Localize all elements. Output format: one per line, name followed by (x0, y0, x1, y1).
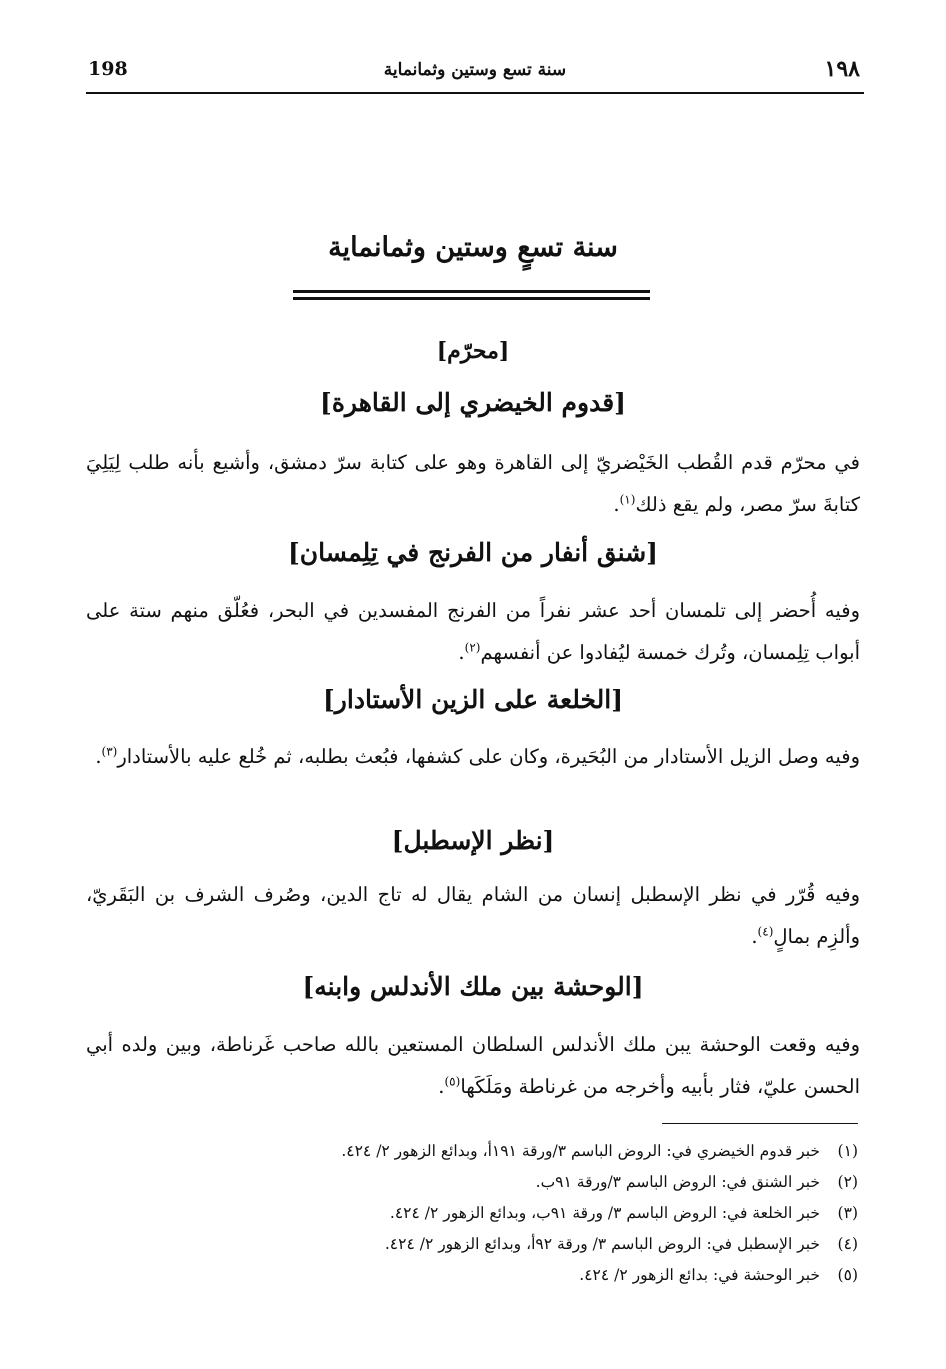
title-rule-bottom (293, 297, 650, 300)
section-paragraph (86, 442, 860, 526)
footnote-ref: (١) (619, 492, 636, 507)
footnote-number: (٥) (837, 1266, 858, 1284)
running-title: سنة تسع وستين وثمانماية (383, 60, 567, 80)
footnote-ref: (٢) (464, 640, 481, 655)
section-heading: [قدوم الخيضري إلى القاهرة] (320, 388, 626, 417)
footnote-text: خبر الوحشة في: بدائع الزهور ٢/ ٤٢٤. (579, 1266, 820, 1284)
month-heading: [محرّم] (436, 338, 510, 364)
footnote-ref: (٥) (444, 1074, 461, 1089)
paragraph-text: وفيه أُحضر إلى تلمسان أحد عشر نفراً من الفرنج المفسدين في البحر، فعُلّق منهم ستة على أبواب تِلِمسان، وتُرك خمسة ليُفادوا عن أنفسهم (86, 599, 860, 664)
footnote-ref: (٣) (101, 744, 118, 759)
page-number-latin: 198 (88, 58, 128, 80)
running-header (86, 52, 864, 94)
paragraph-text: وفيه قُرّر في نظر الإسطبل إنسان من الشام يقال له تاج الدين، وصُرف الشرف بن البَقَريّ، وألزِم بمالٍ (86, 883, 860, 948)
paragraph-end: . (458, 641, 465, 664)
section-heading: [نظر الإسطبل] (391, 826, 555, 855)
paragraph-text: وفيه وقعت الوحشة يبن ملك الأندلس السلطان المستعين بالله صاحب غَرناطة، وبين ولده أبي الحسن عليّ، فثار بأبيه وأخرجه من غرناطة ومَلَكَها (86, 1033, 860, 1098)
footnote-text: خبر الإسطبل في: الروض الباسم ٣/ ورقة ٩٢أ، وبدائع الزهور ٢/ ٤٢٤. (384, 1235, 820, 1253)
title-rule-top (293, 290, 650, 293)
footnote (150, 1167, 858, 1198)
footnote-number: (٣) (837, 1204, 858, 1222)
section-paragraph (86, 874, 860, 958)
paragraph-end: . (438, 1075, 445, 1098)
footnote-ref: (٤) (757, 924, 774, 939)
footnote (150, 1136, 858, 1167)
paragraph-text: وفيه وصل الزيل الأستادار من البُحَيرة، وكان على كشفها، فبُعث بطلبه، ثم خُلع عليه بالأستادار (117, 745, 860, 768)
section-paragraph (86, 1024, 860, 1108)
section-heading: [الخلعة على الزين الأستادار] (322, 685, 624, 714)
footnote (150, 1198, 858, 1229)
paragraph-end: . (751, 925, 758, 948)
paragraph-end: . (613, 493, 620, 516)
footnote (150, 1229, 858, 1260)
section-paragraph (86, 736, 860, 778)
footnote-number: (٢) (837, 1173, 858, 1191)
footnote (150, 1260, 858, 1291)
footnote-separator (662, 1123, 858, 1124)
footnote-text: خبر قدوم الخيضري في: الروض الباسم ٣/ورقة ١٩١أ، وبدائع الزهور ٢/ ٤٢٤. (341, 1142, 820, 1160)
footnote-text: خبر الشنق في: الروض الباسم ٣/ورقة ٩١ب. (535, 1173, 820, 1191)
page-number-arabic: ١٩٨ (824, 56, 860, 82)
paragraph-end: . (95, 745, 102, 768)
footnote-number: (٤) (837, 1235, 858, 1253)
footnote-text: خبر الخلعة في: الروض الباسم ٣/ ورقة ٩١ب، وبدائع الزهور ٢/ ٤٢٤. (389, 1204, 820, 1222)
paragraph-text: في محرّم قدم القُطب الخَيْضريّ إلى القاهرة وهو على كتابة سرّ دمشق، وأشيع بأنه طلب لِيَلِيَ كتابةَ سرّ مصر، ولم يقع ذلك (86, 451, 860, 516)
footnote-number: (١) (837, 1142, 858, 1160)
section-heading: [شنق أنفار من الفرنج في تِلِمسان] (287, 538, 659, 567)
section-paragraph (86, 590, 860, 674)
chapter-title: سنة تسعٍ وستين وثمانماية (328, 232, 618, 263)
section-heading: [الوحشة بين ملك الأندلس وابنه] (302, 972, 644, 1001)
footnotes (150, 1136, 858, 1291)
